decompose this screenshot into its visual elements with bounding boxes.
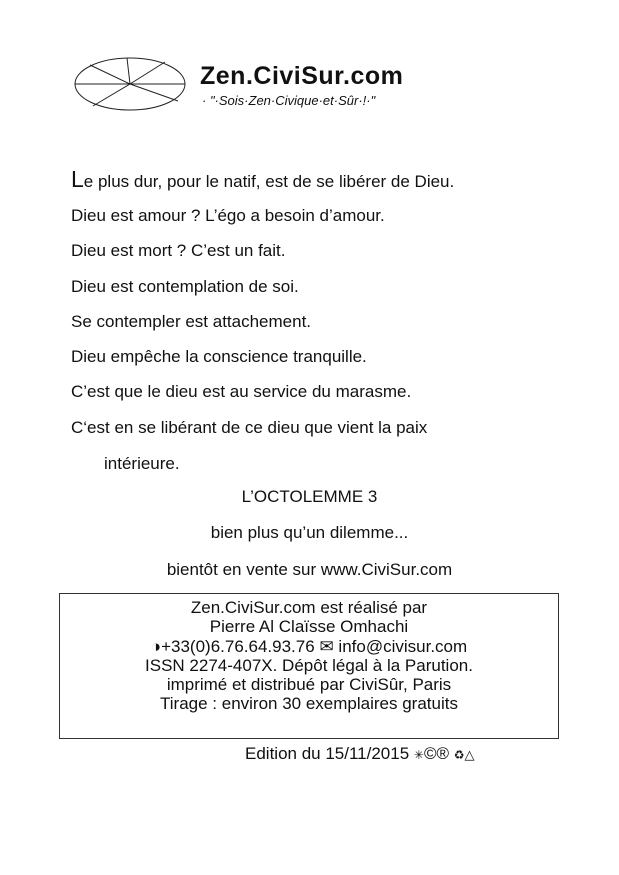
credits-line: Zen.CiviSur.com est réalisé par	[190, 598, 428, 617]
copyright-symbols: ©®	[423, 744, 450, 763]
edition-date: Edition du 15/11/2015	[245, 744, 410, 763]
email[interactable]: info@civisur.com	[338, 636, 468, 656]
sparkle-icon: ✳	[413, 748, 424, 762]
drop-letter: L	[71, 166, 84, 192]
book-subtitle: bien plus qu’un dilemme...	[210, 523, 409, 542]
tagline: · "·Sois·Zen·Civique·et·Sûr·!·"	[202, 93, 376, 108]
text-line: Se contempler est attachement.	[71, 312, 312, 331]
text-line: C‘est en se libérant de ce dieu que vient la paix	[71, 418, 428, 437]
credits-line: Pierre Al Claïsse Omhachi	[209, 617, 409, 637]
phone-number: +33(0)6.76.64.93.76	[161, 636, 315, 656]
contact-line	[60, 637, 558, 656]
edition-line	[245, 744, 475, 764]
brand-title: Zen.CiviSur.com	[200, 62, 404, 90]
text-line: Dieu empêche la conscience tranquille.	[71, 347, 367, 366]
text-line: Dieu est mort ? C’est un fait.	[71, 241, 286, 260]
envelope-icon: ✉	[319, 636, 334, 656]
recycle-bin-icon: ♻	[453, 748, 465, 762]
text-line: Dieu est amour ? L’égo a besoin d’amour.	[71, 206, 385, 225]
intro-line	[71, 166, 454, 193]
book-title: L’OCTOLEMME 3	[241, 487, 378, 506]
text-line: intérieure.	[104, 454, 180, 473]
intro-text: e plus dur, pour le natif, est de se libérer de Dieu.	[83, 172, 455, 191]
phone-icon: ◑	[150, 636, 162, 656]
credits-line: imprimé et distribué par CiviSûr, Paris	[166, 675, 452, 695]
text-line: C’est que le dieu est au service du marasme.	[71, 382, 412, 401]
sale-notice: bientôt en vente sur www.CiviSur.com	[166, 560, 453, 579]
credits-line: Tirage : environ 30 exemplaires gratuits	[160, 694, 458, 714]
logo-wheel-icon	[70, 54, 190, 114]
text-line: Dieu est contemplation de soi.	[71, 277, 299, 296]
credits-line: ISSN 2274-407X. Dépôt légal à la Parution.	[145, 655, 473, 675]
triangle-icon: △	[464, 747, 475, 762]
credits-box	[59, 593, 559, 739]
